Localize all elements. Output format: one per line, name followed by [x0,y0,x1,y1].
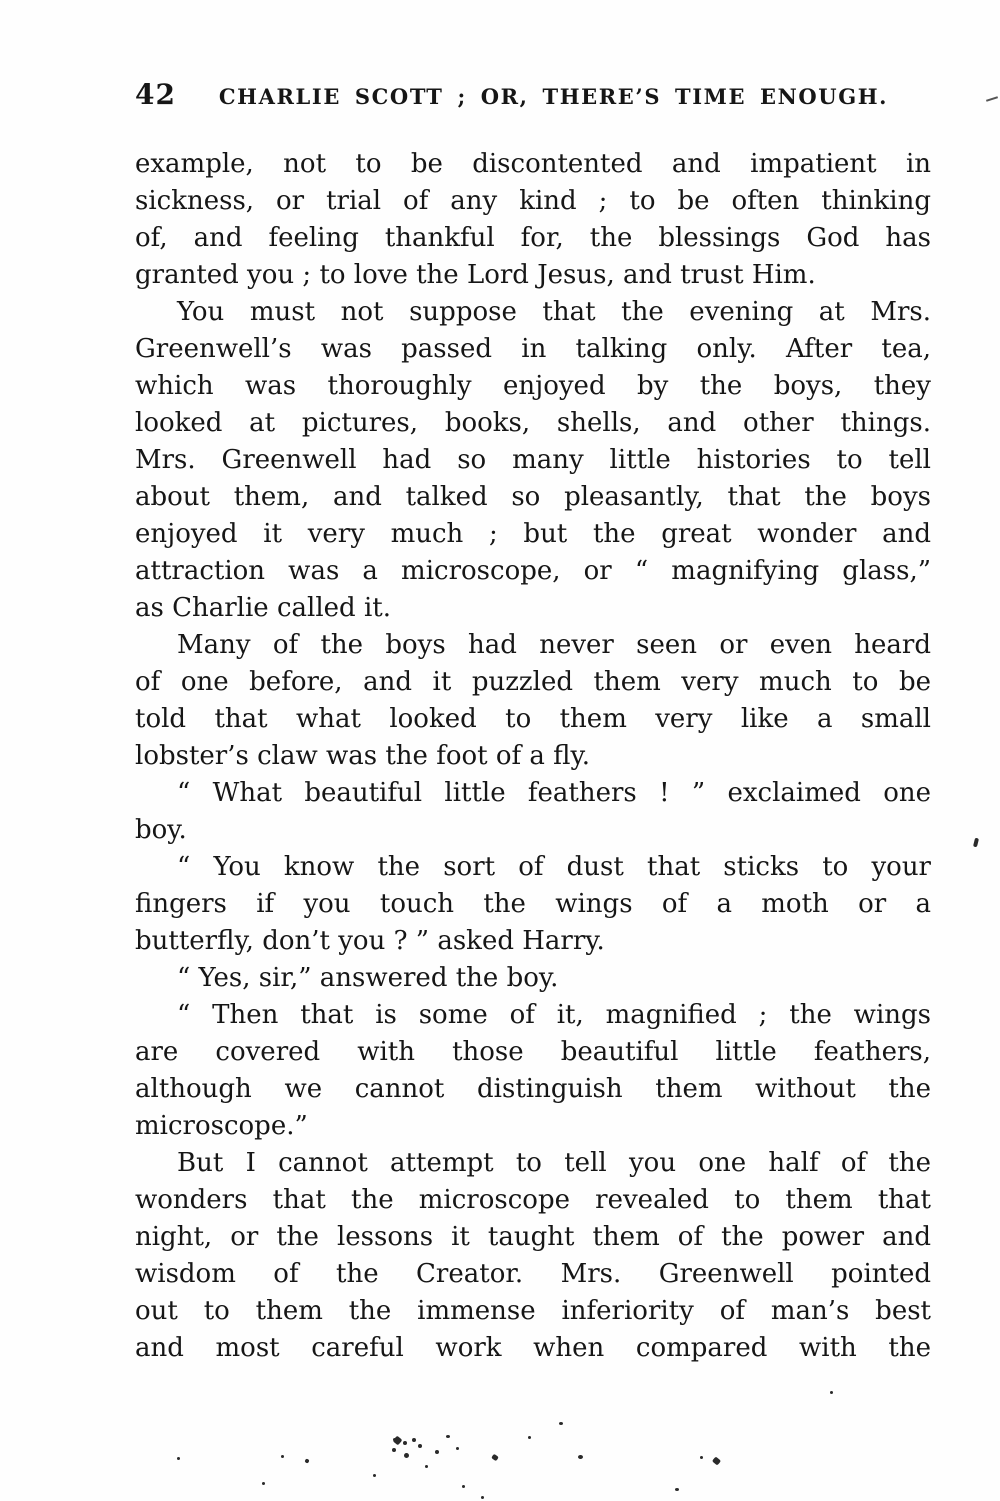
text-line: microscope.” [135,1111,308,1141]
ink-speck [392,1448,396,1452]
ink-speck [412,1438,416,1442]
running-title: CHARLIE SCOTT ; OR, THERE’S TIME ENOUGH. [218,84,889,109]
ink-speck [712,1456,721,1465]
text-line: example, not to be discontented and impatient in [135,149,931,179]
ink-speck [481,1496,484,1499]
text-line: wonders that the microscope revealed to them that [135,1185,931,1215]
text-line: of, and feeling thankful for, the blessings God has [135,223,931,253]
text-line: out to them the immense inferiority of man’s best [135,1296,931,1326]
text-line: “ You know the sort of dust that sticks to your [177,852,931,882]
text-line: sickness, or trial of any kind ; to be often thinking [135,186,931,216]
text-line: attraction was a microscope, or “ magnifying glass,” [135,556,931,586]
ink-speck [403,1441,407,1445]
ink-speck [281,1455,284,1458]
ink-speck [435,1450,439,1454]
text-line: “ What beautiful little feathers ! ” exclaimed one [177,778,931,808]
text-line: wisdom of the Creator. Mrs. Greenwell pointed [135,1259,931,1289]
ink-speck [491,1454,499,1462]
text-line: night, or the lessons it taught them of the power and [135,1222,931,1252]
text-line: which was thoroughly enjoyed by the boys, they [135,371,931,401]
text-line: butterfly, don’t you ? ” asked Harry. [135,926,605,956]
text-line: enjoyed it very much ; but the great wonder and [135,519,931,549]
text-line: of one before, and it puzzled them very much to be [135,667,931,697]
text-line: Many of the boys had never seen or even heard [177,630,931,660]
ink-speck [830,1391,833,1394]
ink-speck [304,1458,309,1463]
ink-speck [700,1456,703,1459]
ink-speck [446,1435,450,1438]
ink-speck [404,1453,409,1458]
ink-speck [393,1438,397,1441]
ink-speck [262,1482,265,1485]
ink-speck [456,1447,459,1450]
ink-speck [373,1474,376,1477]
ink-speck [973,838,979,848]
ink-speck [418,1444,422,1448]
text-line: boy. [135,815,187,845]
text-line: lobster’s claw was the foot of a fly. [135,741,590,771]
text-line: and most careful work when compared with the [135,1333,931,1363]
text-line: You must not suppose that the evening at Mrs. [177,297,931,327]
text-line: But I cannot attempt to tell you one half of the [177,1148,931,1178]
text-line: granted you ; to love the Lord Jesus, and trust Him. [135,260,816,290]
ink-speck [559,1422,563,1425]
text-line: “ Yes, sir,” answered the boy. [177,963,559,993]
text-line: “ Then that is some of it, magnified ; the wings [177,1000,931,1030]
ink-speck [578,1455,583,1459]
text-line: Greenwell’s was passed in talking only. After tea, [135,334,931,364]
scan-mark [986,96,998,102]
text-line: Mrs. Greenwell had so many little histories to tell [135,445,931,475]
ink-speck [528,1436,531,1439]
text-line: about them, and talked so pleasantly, that the boys [135,482,931,512]
ink-speck [425,1465,428,1468]
ink-speck [177,1457,180,1460]
page-header [135,78,931,111]
ink-speck [675,1488,679,1491]
text-line: fingers if you touch the wings of a moth or a [135,889,931,919]
page-number: 42 [135,78,176,111]
text-line: are covered with those beautiful little feathers, [135,1037,931,1067]
text-line: looked at pictures, books, shells, and other things. [135,408,931,438]
body-text [135,146,931,1367]
text-line: told that what looked to them very like a small [135,704,931,734]
text-line: as Charlie called it. [135,593,391,623]
ink-speck [462,1485,465,1488]
text-line: although we cannot distinguish them without the [135,1074,931,1104]
